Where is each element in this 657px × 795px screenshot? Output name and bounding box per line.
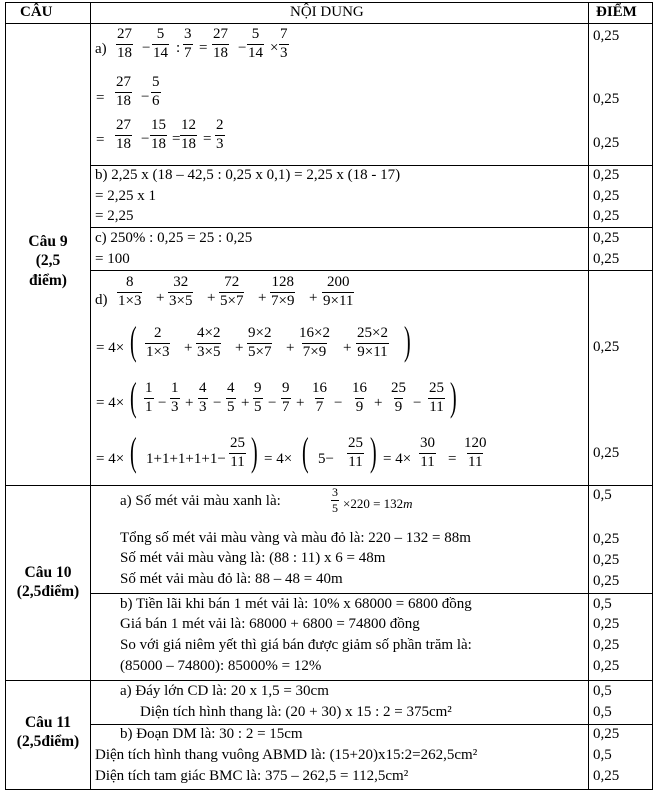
score: 0,25 [593,531,620,547]
q10-a-expr: ×220 = 132m [343,496,413,511]
score: 0,25 [593,251,620,267]
q9-b-line: = 2,25 [95,208,134,224]
score: 0,5 [593,747,612,763]
q10-a-fraction: $\frac{3}{5}$ [332,485,338,515]
q10-a-line: Tổng số mét vải màu vàng và màu đỏ là: 220 – 132 = 88m [120,530,471,546]
score: 0,25 [593,658,620,674]
score: 0,5 [593,704,612,720]
q9-b-line: = 2,25 x 1 [95,188,156,204]
q9-c-line: c) 250% : 0,25 = 25 : 0,25 [95,230,253,246]
q11-b-line: b) Đoạn DM là: 30 : 2 = 15cm [120,726,303,742]
q11-a-line: a) Đáy lớn CD là: 20 x 1,5 = 30cm [120,683,329,699]
q10-a-line: a) Số mét vải màu xanh là: [120,493,281,509]
q11-b-line: Diện tích hình thang vuông ABMD là: (15+20)x15:2=262,5cm² [95,747,478,763]
score: 0,25 [593,445,620,461]
q10-b-line: So với giá niêm yết thì giá bán được giảm số phần trăm là: [120,637,472,653]
score: 0,25 [593,167,620,183]
score: 0,25 [593,726,620,742]
q10-b-line: Giá bán 1 mét vải là: 68000 + 6800 = 74800 đồng [120,616,420,632]
q10-b-line: b) Tiền lãi khi bán 1 mét vải là: 10% x 68000 = 6800 đồng [120,596,472,612]
score: 0,25 [593,91,620,107]
score: 0,5 [593,596,612,612]
score: 0,25 [593,339,620,355]
q9-c-line: = 100 [95,251,130,267]
q10-a-line: Số mét vải màu vàng là: (88 : 11) x 6 = 48m [120,550,386,566]
score: 0,25 [593,552,620,568]
score: 0,25 [593,230,620,246]
q10-b-line: (85000 – 74800): 85000% = 12% [120,658,322,674]
q10-a-line: Số mét vải màu đỏ là: 88 – 48 = 40m [120,571,343,587]
score: 0,25 [593,616,620,632]
header-noi-dung: NỘI DUNG [290,4,364,20]
score: 0,25 [593,28,620,44]
score: 0,25 [593,637,620,653]
score: 0,25 [593,768,620,784]
q11-a-line: Diện tích hình thang là: (20 + 30) x 15 : 2 = 375cm² [140,704,452,720]
q11-label: Câu 11 (2,5điểm) [16,714,80,751]
score: 0,5 [593,683,612,699]
score: 0,25 [593,573,620,589]
header-diem: ĐIỂM [596,4,637,20]
q10-label: Câu 10 (2,5điểm) [16,564,80,601]
score: 0,25 [593,188,620,204]
q11-b-line: Diện tích tam giác BMC là: 375 – 262,5 = 112,5cm² [95,768,409,784]
score: 0,5 [593,487,612,503]
score: 0,25 [593,135,620,151]
header-cau: CÂU [20,4,53,20]
q9-b-line: b) 2,25 x (18 – 42,5 : 0,25 x 0,1) = 2,25 x (18 - 17) [95,167,401,183]
score: 0,25 [593,208,620,224]
q9-label: Câu 9 (2,5 điểm) [28,233,68,289]
